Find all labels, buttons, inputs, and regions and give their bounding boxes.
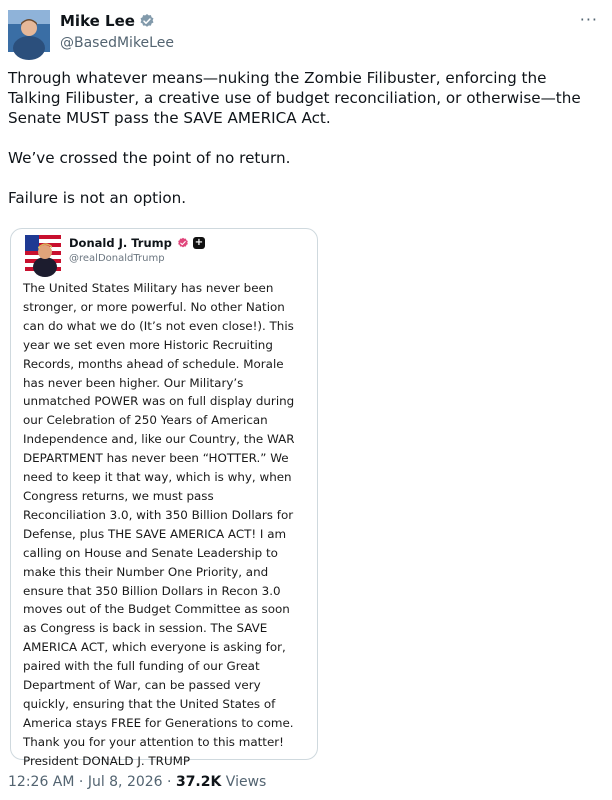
quoted-avatar-image	[25, 235, 61, 271]
plus-icon: +	[194, 237, 204, 248]
author-name[interactable]: Mike Lee	[60, 12, 135, 30]
tweet-paragraph: Failure is not an option.	[8, 189, 187, 207]
views-label: Views	[221, 774, 267, 790]
quoted-author-handle: @realDonaldTrump	[69, 253, 165, 264]
avatar-image	[8, 10, 50, 52]
meta-separator: ·	[74, 774, 88, 790]
tweet-header	[8, 10, 604, 58]
quoted-author-avatar	[25, 235, 61, 271]
tweet-paragraph: Through whatever means—nuking the Zombie Filibuster, enforcing the Talking Filibuster, a creative use of budget reconciliation, or otherwise—the Senate MUST pass the SAVE AMERICA Act.	[8, 69, 581, 127]
verified-badge-icon	[139, 13, 155, 29]
quoted-author-name: Donald J. Trump	[69, 236, 172, 250]
tweet-meta	[8, 774, 266, 790]
more-options-icon[interactable]: ···	[579, 10, 598, 29]
tweet-paragraph: We’ve crossed the point of no return.	[8, 149, 291, 167]
views-count[interactable]: 37.2K	[175, 774, 222, 790]
verified-badge-icon	[177, 237, 189, 249]
quoted-author-row	[69, 236, 205, 250]
quoted-post-body: The United States Military has never been stronger, or more powerful. No other Nation can do what we do (It’s not even close!). This year we set even more Historic Recruiting Records, months ahead of schedule. Morale has never been higher. Our Military’s unmatched POWER was on full display during our Celebration of 250 Years of American Independence and, like our Country, the WAR DEPARTMENT has never been “HOTTER.” We need to keep it that way, which is why, when Congress returns, we must pass Reconciliation 3.0, with 350 Billion Dollars for Defense, plus THE SAVE AMERICA ACT! I am calling on House and Senate Leadership to make this their Number One Priority, and ensure that 350 Billion Dollars in Recon 3.0 moves out of the Budget Committee as soon as Congress is back in session. The SAVE AMERICA ACT, which everyone is asking for, paired with the full funding of our Great Department of War, can be passed very quickly, ensuring that the United States of America stays FREE for Generations to come. Thank you for your attention to this matter! President DONALD J. TRUMP	[23, 281, 295, 768]
post-date[interactable]: Jul 8, 2026	[87, 774, 163, 790]
tweet-text	[8, 68, 600, 208]
author-avatar[interactable]	[8, 10, 50, 52]
meta-separator: ·	[162, 774, 176, 790]
quoted-post-image[interactable]	[10, 228, 318, 768]
author-handle[interactable]: @BasedMikeLee	[60, 35, 174, 51]
author-name-row	[60, 12, 155, 30]
post-time[interactable]: 12:26 AM	[8, 774, 75, 790]
